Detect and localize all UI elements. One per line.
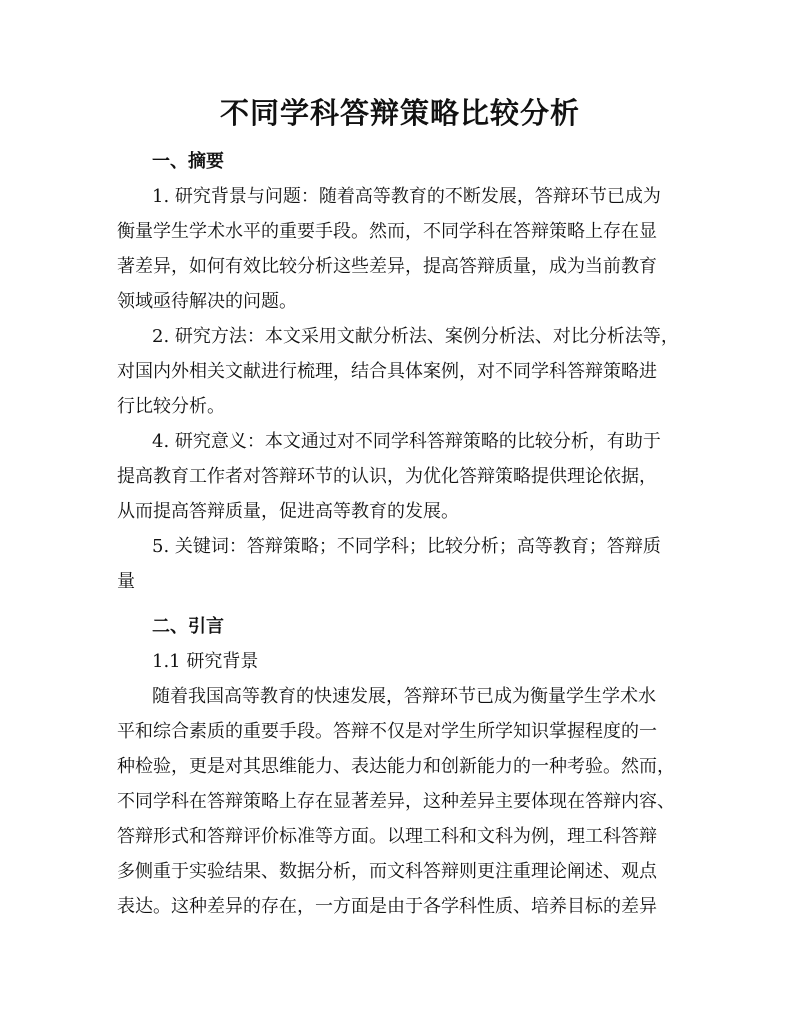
abstract-line: 衡量学生学术水平的重要手段。然而，不同学科在答辩策略上存在显 [117, 221, 657, 242]
abstract-line: 从而提高答辩质量，促进高等教育的发展。 [117, 501, 459, 522]
abstract-line: 5. 关键词：答辩策略；不同学科；比较分析；高等教育；答辩质 [152, 536, 661, 557]
intro-line: 种检验，更是对其思维能力、表达能力和创新能力的一种考验。然而， [117, 756, 675, 777]
intro-line: 答辩形式和答辩评价标准等方面。以理工科和文科为例，理工科答辩 [117, 826, 657, 847]
abstract-line: 2. 研究方法：本文采用文献分析法、案例分析法、对比分析法等， [152, 326, 679, 347]
intro-line: 不同学科在答辩策略上存在显著差异，这种差异主要体现在答辩内容、 [117, 791, 675, 812]
abstract-line: 行比较分析。 [117, 396, 225, 417]
intro-line: 表达。这种差异的存在，一方面是由于各学科性质、培养目标的差异 [117, 896, 657, 917]
intro-line: 平和综合素质的重要手段。答辩不仅是对学生所学知识掌握程度的一 [117, 721, 657, 742]
intro-line: 多侧重于实验结果、数据分析，而文科答辩则更注重理论阐述、观点 [117, 861, 657, 882]
abstract-line: 领域亟待解决的问题。 [117, 291, 297, 312]
abstract-line: 量 [117, 571, 135, 592]
abstract-heading: 一、摘要 [152, 151, 224, 172]
abstract-line: 4. 研究意义：本文通过对不同学科答辩策略的比较分析，有助于 [152, 431, 661, 452]
abstract-line: 著差异，如何有效比较分析这些差异，提高答辩质量，成为当前教育 [117, 256, 657, 277]
abstract-line: 1. 研究背景与问题：随着高等教育的不断发展，答辩环节已成为 [152, 186, 661, 207]
abstract-line: 对国内外相关文献进行梳理，结合具体案例，对不同学科答辩策略进 [117, 361, 657, 382]
abstract-line: 提高教育工作者对答辩环节的认识，为优化答辩策略提供理论依据， [117, 466, 657, 487]
intro-subheading: 1.1 研究背景 [152, 651, 259, 672]
document-title: 不同学科答辩策略比较分析 [219, 96, 580, 130]
intro-heading: 二、引言 [152, 616, 224, 637]
intro-line: 随着我国高等教育的快速发展，答辩环节已成为衡量学生学术水 [152, 686, 656, 707]
